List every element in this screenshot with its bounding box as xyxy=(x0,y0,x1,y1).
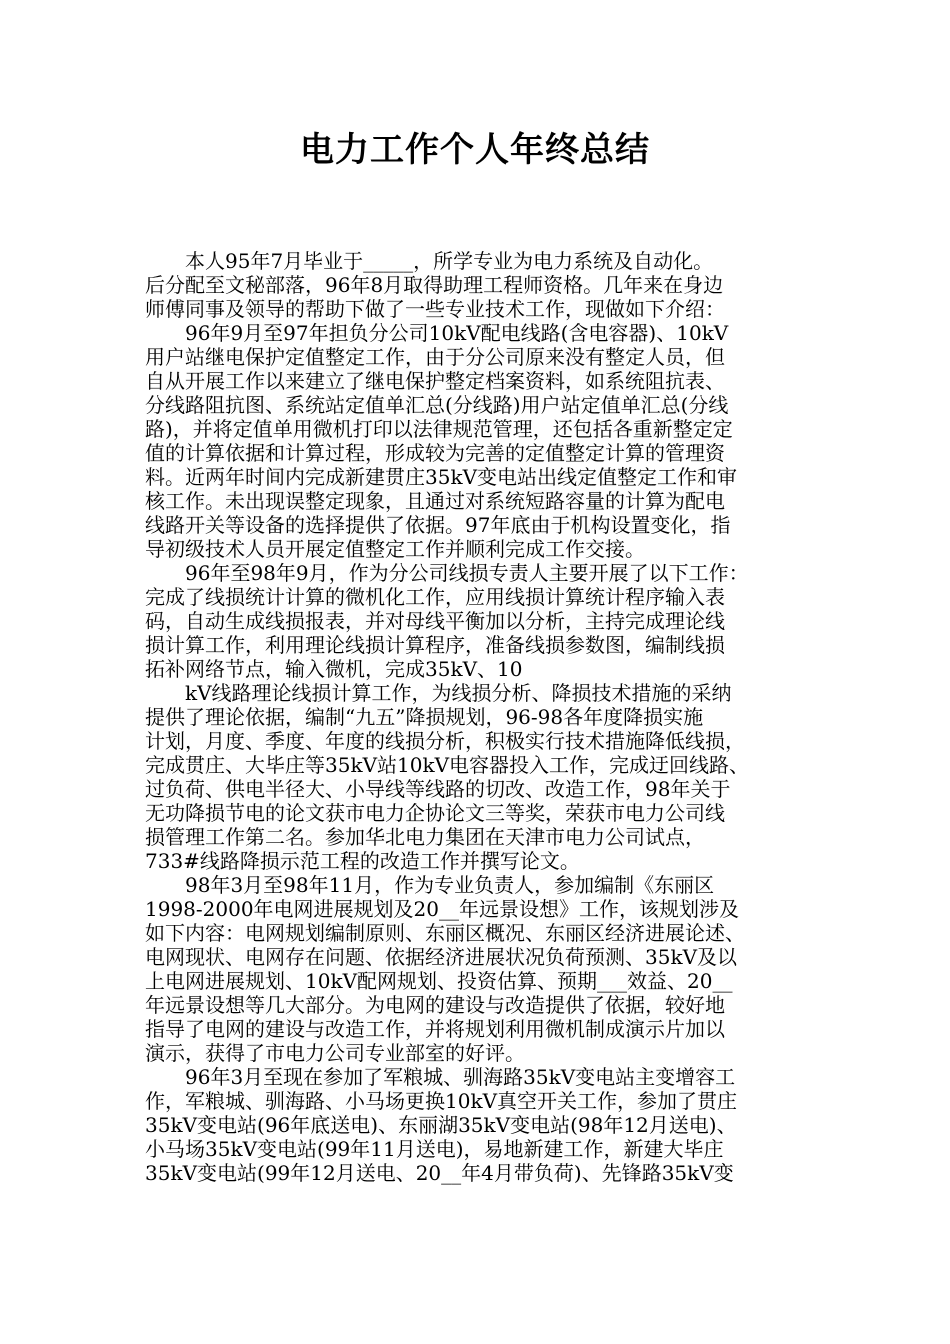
body-line: 核工作。未出现误整定现象，且通过对系统短路容量的计算为配电 xyxy=(145,489,725,513)
body-line: 料。近两年时间内完成新建贯庄35kV变电站出线定值整定工作和审 xyxy=(145,465,738,489)
body-line: 分线路阻抗图、系统站定值单汇总(分线路)用户站定值单汇总(分线 xyxy=(145,393,729,417)
body-line: 后分配至文秘部落，96年8月取得助理工程师资格。几年来在身边 xyxy=(145,273,724,297)
body-line: 35kV变电站(96年底送电)、东丽湖35kV变电站(98年12月送电)、 xyxy=(145,1113,737,1137)
body-line: 96年至98年9月，作为分公司线损专责人主要开展了以下工作： xyxy=(145,561,749,585)
body-line: 上电网进展规划、10kV配网规划、投资估算、预期___效益、20__ xyxy=(145,969,733,993)
body-line: 作，军粮城、驯海路、小马场更换10kV真空开关工作，参加了贯庄 xyxy=(145,1089,738,1113)
body-line: 码，自动生成线损报表，并对母线平衡加以分析，主持完成理论线 xyxy=(145,609,725,633)
body-line: 导初级技术人员开展定值整定工作并顺利完成工作交接。 xyxy=(145,537,645,561)
body-line: 98年3月至98年11月，作为专业负责人，参加编制《东丽区 xyxy=(145,873,715,897)
body-line: 自从开展工作以来建立了继电保护整定档案资料，如系统阻抗表、 xyxy=(145,369,725,393)
body-line: 96年9月至97年担负分公司10kV配电线路(含电容器)、10kV xyxy=(145,321,729,345)
body-line: 路)，并将定值单用微机打印以法律规范管理，还包括各重新整定定 xyxy=(145,417,733,441)
body-line: 电网现状、电网存在问题、依据经济进展状况负荷预测、35kV及以 xyxy=(145,945,738,969)
document-body xyxy=(145,249,806,1185)
body-line: 线路开关等设备的选择提供了依据。97年底由于机构设置变化，指 xyxy=(145,513,731,537)
body-line: 计划，月度、季度、年度的线损分析，积极实行技术措施降低线损， xyxy=(145,729,745,753)
body-line: 损管理工作第二名。参加华北电力集团在天津市电力公司试点， xyxy=(145,825,705,849)
body-line: 1998-2000年电网进展规划及20__年远景设想》工作，该规划涉及 xyxy=(145,897,740,921)
body-line: 指导了电网的建设与改造工作，并将规划利用微机制成演示片加以 xyxy=(145,1017,725,1041)
body-line: 师傅同事及领导的帮助下做了一些专业技术工作，现做如下介绍： xyxy=(145,297,725,321)
body-line: 35kV变电站(99年12月送电、20__年4月带负荷)、先锋路35kV变 xyxy=(145,1161,734,1185)
document-title: 电力工作个人年终总结 xyxy=(300,130,650,170)
body-line: 拓补网络节点，输入微机，完成35kV、10 xyxy=(145,657,523,681)
body-line: 过负荷、供电半径大、小导线等线路的切改、改造工作，98年关于 xyxy=(145,777,731,801)
body-line: 完成贯庄、大毕庄等35kV站10kV电容器投入工作，完成迂回线路、 xyxy=(145,753,750,777)
body-line: 提供了理论依据，编制“九五”降损规划，96-98各年度降损实施 xyxy=(145,705,704,729)
body-line: 如下内容：电网规划编制原则、东丽区概况、东丽区经济进展论述、 xyxy=(145,921,745,945)
body-line: 用户站继电保护定值整定工作，由于分公司原来没有整定人员，但 xyxy=(145,345,725,369)
body-line: 演示，获得了市电力公司专业部室的好评。 xyxy=(145,1041,525,1065)
body-line: 733#线路降损示范工程的改造工作并撰写论文。 xyxy=(145,849,580,873)
body-line: 年远景设想等几大部分。为电网的建设与改造提供了依据，较好地 xyxy=(145,993,725,1017)
body-line: 本人95年7月毕业于_____，所学专业为电力系统及自动化。 xyxy=(145,249,714,273)
body-line: 值的计算依据和计算过程，形成较为完善的定值整定计算的管理资 xyxy=(145,441,725,465)
body-line: 小马场35kV变电站(99年11月送电)，易地新建工作，新建大毕庄 xyxy=(145,1137,724,1161)
body-line: kV线路理论线损计算工作，为线损分析、降损技术措施的采纳 xyxy=(145,681,732,705)
body-line: 96年3月至现在参加了军粮城、驯海路35kV变电站主变增容工 xyxy=(145,1065,736,1089)
body-line: 无功降损节电的论文获市电力企协论文三等奖，荣获市电力公司线 xyxy=(145,801,725,825)
body-line: 完成了线损统计计算的微机化工作，应用线损计算统计程序输入表 xyxy=(145,585,725,609)
body-line: 损计算工作，利用理论线损计算程序，准备线损参数图，编制线损 xyxy=(145,633,725,657)
